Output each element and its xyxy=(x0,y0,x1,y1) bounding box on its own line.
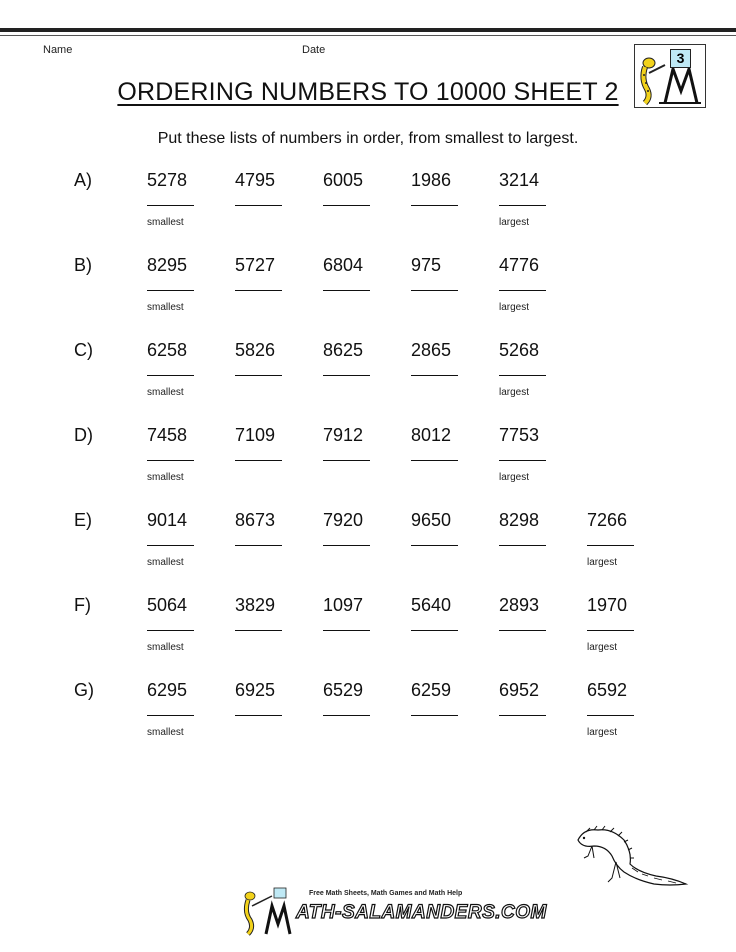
grade-logo xyxy=(634,44,706,108)
answer-blank[interactable] xyxy=(323,545,370,546)
number: 5268 xyxy=(499,340,540,360)
answer-blank[interactable] xyxy=(499,545,546,546)
answer-blank[interactable] xyxy=(235,715,282,716)
footer-logo-icon xyxy=(240,886,294,936)
smallest-label: smallest xyxy=(147,642,184,653)
number: 6258 xyxy=(147,340,188,360)
smallest-label: smallest xyxy=(147,387,184,398)
row-label: E) xyxy=(74,510,92,530)
number: 3214 xyxy=(499,170,540,190)
smallest-label: smallest xyxy=(147,472,184,483)
answer-blank[interactable] xyxy=(499,205,546,206)
page-title: ORDERING NUMBERS TO 10000 SHEET 2 xyxy=(117,78,619,106)
problem-row-e xyxy=(0,510,736,595)
top-rule xyxy=(0,28,736,32)
answer-blank[interactable] xyxy=(411,545,458,546)
number: 4795 xyxy=(235,170,276,190)
answer-blank[interactable] xyxy=(235,460,282,461)
number: 1097 xyxy=(323,595,364,615)
problem-row-b xyxy=(0,255,736,340)
answer-blank[interactable] xyxy=(147,630,194,631)
number: 4776 xyxy=(499,255,540,275)
number: 6592 xyxy=(587,680,628,700)
answer-blank[interactable] xyxy=(235,375,282,376)
number: 2893 xyxy=(499,595,540,615)
row-label: G) xyxy=(74,680,94,700)
number: 2865 xyxy=(411,340,452,360)
number: 975 xyxy=(411,255,442,275)
row-label: B) xyxy=(74,255,92,275)
problem-row-f xyxy=(0,595,736,680)
largest-label: largest xyxy=(587,557,618,568)
answer-blank[interactable] xyxy=(323,460,370,461)
row-label: D) xyxy=(74,425,93,445)
answer-blank[interactable] xyxy=(147,715,194,716)
name-label: Name xyxy=(43,44,73,56)
answer-blank[interactable] xyxy=(411,715,458,716)
number: 3829 xyxy=(235,595,276,615)
problem-row-a xyxy=(0,170,736,255)
number: 7109 xyxy=(235,425,276,445)
problem-row-d xyxy=(0,425,736,510)
number: 5278 xyxy=(147,170,188,190)
smallest-label: smallest xyxy=(147,557,184,568)
number: 6259 xyxy=(411,680,452,700)
number: 7458 xyxy=(147,425,188,445)
answer-blank[interactable] xyxy=(411,205,458,206)
number: 7753 xyxy=(499,425,540,445)
largest-label: largest xyxy=(587,727,618,738)
date-label: Date xyxy=(302,44,326,56)
number: 6005 xyxy=(323,170,364,190)
footer-site-link[interactable]: ATH-SALAMANDERS.COM xyxy=(296,902,547,923)
answer-blank[interactable] xyxy=(147,460,194,461)
number: 7266 xyxy=(587,510,628,530)
answer-blank[interactable] xyxy=(235,205,282,206)
number: 9014 xyxy=(147,510,188,530)
answer-blank[interactable] xyxy=(499,290,546,291)
number: 1986 xyxy=(411,170,452,190)
smallest-label: smallest xyxy=(147,727,184,738)
answer-blank[interactable] xyxy=(147,545,194,546)
largest-label: largest xyxy=(499,217,530,228)
answer-blank[interactable] xyxy=(499,375,546,376)
number: 5640 xyxy=(411,595,452,615)
number: 5727 xyxy=(235,255,276,275)
answer-blank[interactable] xyxy=(323,205,370,206)
number: 8298 xyxy=(499,510,540,530)
answer-blank[interactable] xyxy=(499,460,546,461)
answer-blank[interactable] xyxy=(587,715,634,716)
number: 8295 xyxy=(147,255,188,275)
instructions: Put these lists of numbers in order, from smallest to largest. xyxy=(157,130,579,147)
problem-row-g xyxy=(0,680,736,765)
grade-badge: 3 xyxy=(670,49,691,68)
number: 8673 xyxy=(235,510,276,530)
answer-blank[interactable] xyxy=(323,375,370,376)
answer-blank[interactable] xyxy=(235,290,282,291)
answer-blank[interactable] xyxy=(147,290,194,291)
smallest-label: smallest xyxy=(147,302,184,313)
answer-blank[interactable] xyxy=(323,290,370,291)
number: 6295 xyxy=(147,680,188,700)
footer-tagline: Free Math Sheets, Math Games and Math Help xyxy=(309,890,463,897)
number: 5826 xyxy=(235,340,276,360)
number: 7912 xyxy=(323,425,364,445)
number: 6529 xyxy=(323,680,364,700)
answer-blank[interactable] xyxy=(587,630,634,631)
row-label: C) xyxy=(74,340,93,360)
number: 6952 xyxy=(499,680,540,700)
largest-label: largest xyxy=(499,387,530,398)
answer-blank[interactable] xyxy=(323,630,370,631)
number: 1970 xyxy=(587,595,628,615)
answer-blank[interactable] xyxy=(235,630,282,631)
answer-blank[interactable] xyxy=(499,715,546,716)
salamander-drawing-icon xyxy=(572,818,690,894)
row-label: F) xyxy=(74,595,91,615)
answer-blank[interactable] xyxy=(411,290,458,291)
top-rule-thin xyxy=(0,35,736,36)
answer-blank[interactable] xyxy=(411,375,458,376)
number: 9650 xyxy=(411,510,452,530)
answer-blank[interactable] xyxy=(147,375,194,376)
answer-blank[interactable] xyxy=(411,630,458,631)
largest-label: largest xyxy=(499,302,530,313)
number: 6804 xyxy=(323,255,364,275)
number: 7920 xyxy=(323,510,364,530)
answer-blank[interactable] xyxy=(587,545,634,546)
largest-label: largest xyxy=(587,642,618,653)
largest-label: largest xyxy=(499,472,530,483)
problem-row-c xyxy=(0,340,736,425)
number: 8625 xyxy=(323,340,364,360)
answer-blank[interactable] xyxy=(323,715,370,716)
number: 6925 xyxy=(235,680,276,700)
number: 5064 xyxy=(147,595,188,615)
answer-blank[interactable] xyxy=(411,460,458,461)
number: 8012 xyxy=(411,425,452,445)
row-label: A) xyxy=(74,170,92,190)
smallest-label: smallest xyxy=(147,217,184,228)
answer-blank[interactable] xyxy=(235,545,282,546)
answer-blank[interactable] xyxy=(499,630,546,631)
answer-blank[interactable] xyxy=(147,205,194,206)
